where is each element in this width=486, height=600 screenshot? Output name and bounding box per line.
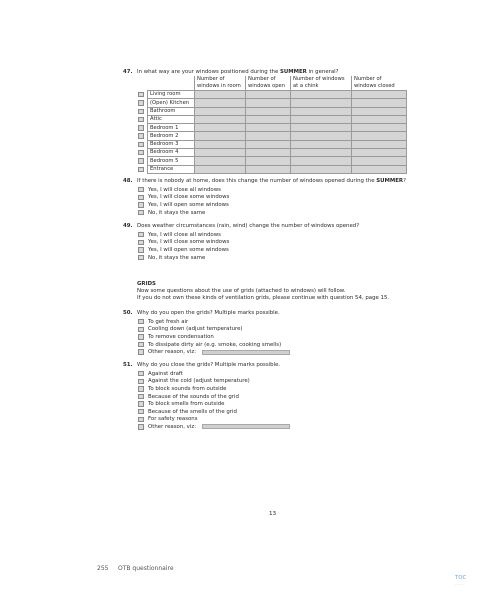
table-row: [137, 157, 406, 165]
option-label: Against draft: [148, 370, 183, 377]
count-input-cell[interactable]: [352, 165, 407, 173]
option-label: Because of the smells of the grid: [148, 408, 237, 415]
count-input-cell[interactable]: [291, 149, 352, 157]
count-input-cell[interactable]: [246, 157, 291, 165]
checkbox[interactable]: [138, 401, 144, 406]
room-label: Attic: [148, 115, 195, 123]
answer-option[interactable]: [137, 186, 413, 194]
option-label: To block sounds from outside: [148, 386, 227, 393]
answer-option[interactable]: [137, 378, 413, 386]
count-input-cell[interactable]: [246, 91, 291, 99]
count-input-cell[interactable]: [291, 140, 352, 148]
checkbox[interactable]: [138, 342, 144, 347]
answer-option[interactable]: [137, 385, 413, 393]
row-checkbox[interactable]: [138, 125, 144, 130]
column-header: Number of windows in room: [195, 76, 246, 91]
question-51-text: 51. Why do you close the grids? Multiple marks possible.: [123, 362, 281, 368]
toc-dots: ·····: [455, 581, 464, 587]
checkbox[interactable]: [138, 394, 144, 399]
count-input-cell[interactable]: [246, 149, 291, 157]
count-input-cell[interactable]: [195, 140, 246, 148]
option-label: Cooling down (adjust temperature): [148, 326, 243, 333]
count-input-cell[interactable]: [195, 115, 246, 123]
question-48-text: 48. If there is nobody at home, does this change the number of windows opened during the SUMMER?: [123, 178, 406, 184]
answer-option[interactable]: [137, 231, 413, 239]
checkbox[interactable]: [138, 247, 144, 252]
table-row: [137, 149, 406, 157]
count-input-cell[interactable]: [291, 165, 352, 173]
count-input-cell[interactable]: [291, 91, 352, 99]
answer-option[interactable]: [137, 239, 413, 247]
answer-option[interactable]: [137, 349, 413, 357]
checkbox[interactable]: [138, 371, 144, 376]
column-header: Number of windows closed: [352, 76, 407, 91]
other-reason-field[interactable]: [202, 424, 290, 429]
count-input-cell[interactable]: [246, 99, 291, 107]
room-label: Bedroom 3: [148, 140, 195, 148]
room-label: Entrance: [148, 165, 195, 173]
row-checkbox[interactable]: [138, 158, 144, 163]
option-label: Against the cold (adjust temperature): [148, 378, 250, 385]
column-header: Number of windows open: [246, 76, 291, 91]
answer-option[interactable]: [137, 341, 413, 349]
option-label: No, it stays the same: [148, 209, 206, 216]
option-label: For safety reasons: [148, 416, 198, 423]
count-input-cell[interactable]: [246, 107, 291, 115]
count-input-cell[interactable]: [246, 132, 291, 140]
answer-option[interactable]: [137, 393, 413, 401]
question-number: 47.: [123, 69, 133, 75]
question-49: [123, 223, 413, 262]
table-row: [137, 99, 406, 107]
count-input-cell[interactable]: [352, 99, 407, 107]
option-label: Because of the sounds of the grid: [148, 393, 239, 400]
footer-title: OTB questionnaire: [118, 565, 174, 572]
grids-intro-line-1: Now some questions about the use of grids (attached to windows) will follow.: [137, 288, 346, 294]
page-number: 13: [269, 511, 277, 517]
count-input-cell[interactable]: [195, 149, 246, 157]
answer-option[interactable]: [137, 416, 413, 424]
option-label: To dissipate dirty air (e.g. smoke, cooking smells): [148, 341, 282, 348]
table-row: [137, 165, 406, 173]
checkbox[interactable]: [138, 240, 144, 245]
row-checkbox[interactable]: [138, 142, 144, 147]
room-label: Bathroom: [148, 107, 195, 115]
room-label: Bedroom 2: [148, 132, 195, 140]
count-input-cell[interactable]: [352, 140, 407, 148]
option-label: Yes, I will open some windows: [148, 247, 229, 254]
checkbox[interactable]: [138, 334, 144, 339]
count-input-cell[interactable]: [246, 165, 291, 173]
table-row: [137, 124, 406, 132]
column-header: Number of windows at a chink: [291, 76, 352, 91]
footer: [97, 565, 174, 573]
table-row: [137, 115, 406, 123]
question-51: [123, 362, 413, 431]
answer-option[interactable]: [137, 370, 413, 378]
question-50: [123, 310, 413, 356]
count-input-cell[interactable]: [291, 99, 352, 107]
room-label: (Open) Kitchen: [148, 99, 195, 107]
count-input-cell[interactable]: [195, 99, 246, 107]
option-label: Yes, I will close all windows: [148, 186, 221, 193]
option-label: Other reason, viz:: [148, 424, 197, 430]
window-position-table: [137, 76, 407, 174]
checkbox[interactable]: [138, 409, 144, 414]
option-label: Yes, I will close all windows: [148, 231, 221, 238]
option-label: Other reason, viz:: [148, 349, 197, 356]
question-48: [123, 178, 413, 217]
count-input-cell[interactable]: [195, 132, 246, 140]
count-input-cell[interactable]: [291, 115, 352, 123]
row-checkbox[interactable]: [138, 133, 144, 138]
count-input-cell[interactable]: [352, 107, 407, 115]
question-47-text: 47. In what way are your windows positioned during the SUMMER in general?: [123, 69, 339, 75]
question-49-text: 49. Does weather circumstances (rain, wind) change the number of windows opened?: [123, 223, 360, 229]
row-checkbox[interactable]: [138, 109, 144, 114]
count-input-cell[interactable]: [195, 157, 246, 165]
room-label: Living room: [148, 91, 195, 99]
count-input-cell[interactable]: [195, 91, 246, 99]
checkbox[interactable]: [138, 379, 144, 384]
row-checkbox[interactable]: [138, 92, 144, 97]
checkbox[interactable]: [138, 319, 144, 324]
option-label: To block smells from outside: [148, 401, 225, 408]
count-input-cell[interactable]: [291, 157, 352, 165]
checkbox[interactable]: [138, 210, 144, 215]
count-input-cell[interactable]: [246, 115, 291, 123]
room-label: Bedroom 5: [148, 157, 195, 165]
toc-link[interactable]: TOC ·····: [455, 575, 467, 587]
row-checkbox[interactable]: [138, 150, 144, 155]
room-label: Bedroom 1: [148, 124, 195, 132]
option-label: To get fresh air: [148, 318, 189, 325]
room-label: Bedroom 4: [148, 149, 195, 157]
count-input-cell[interactable]: [352, 124, 407, 132]
answer-option[interactable]: [137, 209, 413, 217]
answer-option[interactable]: [137, 401, 413, 409]
answer-option[interactable]: [137, 408, 413, 416]
question-50-text: 50. Why do you open the grids? Multiple marks possible.: [123, 310, 280, 316]
grids-heading: GRIDS: [137, 281, 156, 287]
answer-option[interactable]: [137, 194, 413, 202]
table-row: [137, 140, 406, 148]
answer-option[interactable]: [137, 333, 413, 341]
footer-page: 255: [97, 565, 109, 572]
count-input-cell[interactable]: [195, 107, 246, 115]
option-label: No, it stays the same: [148, 254, 206, 261]
option-label: To remove condensation: [148, 334, 214, 341]
answer-option[interactable]: [137, 201, 413, 209]
option-label: Yes, I will close some windows: [148, 194, 230, 201]
answer-option[interactable]: [137, 318, 413, 326]
checkbox[interactable]: [138, 386, 144, 391]
row-checkbox[interactable]: [138, 100, 144, 105]
grids-intro-line-2: If you do not own these kinds of ventilation grids, please continue with question 54, page 15.: [137, 295, 390, 301]
count-input-cell[interactable]: [291, 132, 352, 140]
option-label: Yes, I will open some windows: [148, 202, 229, 209]
checkbox[interactable]: [138, 202, 144, 207]
checkbox[interactable]: [138, 232, 144, 237]
count-input-cell[interactable]: [195, 124, 246, 132]
count-input-cell[interactable]: [246, 124, 291, 132]
count-input-cell[interactable]: [291, 124, 352, 132]
count-input-cell[interactable]: [352, 115, 407, 123]
checkbox[interactable]: [138, 187, 144, 192]
row-checkbox[interactable]: [138, 167, 144, 172]
checkbox[interactable]: [138, 255, 144, 260]
table-row: [137, 132, 406, 140]
checkbox[interactable]: [138, 349, 144, 354]
count-input-cell[interactable]: [352, 132, 407, 140]
count-input-cell[interactable]: [246, 140, 291, 148]
count-input-cell[interactable]: [352, 149, 407, 157]
checkbox[interactable]: [138, 195, 144, 200]
count-input-cell[interactable]: [352, 91, 407, 99]
row-checkbox[interactable]: [138, 117, 144, 122]
answer-option[interactable]: [137, 246, 413, 254]
count-input-cell[interactable]: [195, 165, 246, 173]
answer-option[interactable]: [137, 254, 413, 262]
checkbox[interactable]: [138, 327, 144, 332]
answer-option[interactable]: [137, 326, 413, 334]
count-input-cell[interactable]: [352, 157, 407, 165]
answer-option[interactable]: [137, 423, 413, 431]
checkbox[interactable]: [138, 417, 144, 422]
table-row: [137, 107, 406, 115]
count-input-cell[interactable]: [291, 107, 352, 115]
other-reason-field[interactable]: [202, 350, 290, 355]
option-label: Yes, I will close some windows: [148, 239, 230, 246]
table-row: [137, 91, 406, 99]
checkbox[interactable]: [138, 424, 144, 429]
